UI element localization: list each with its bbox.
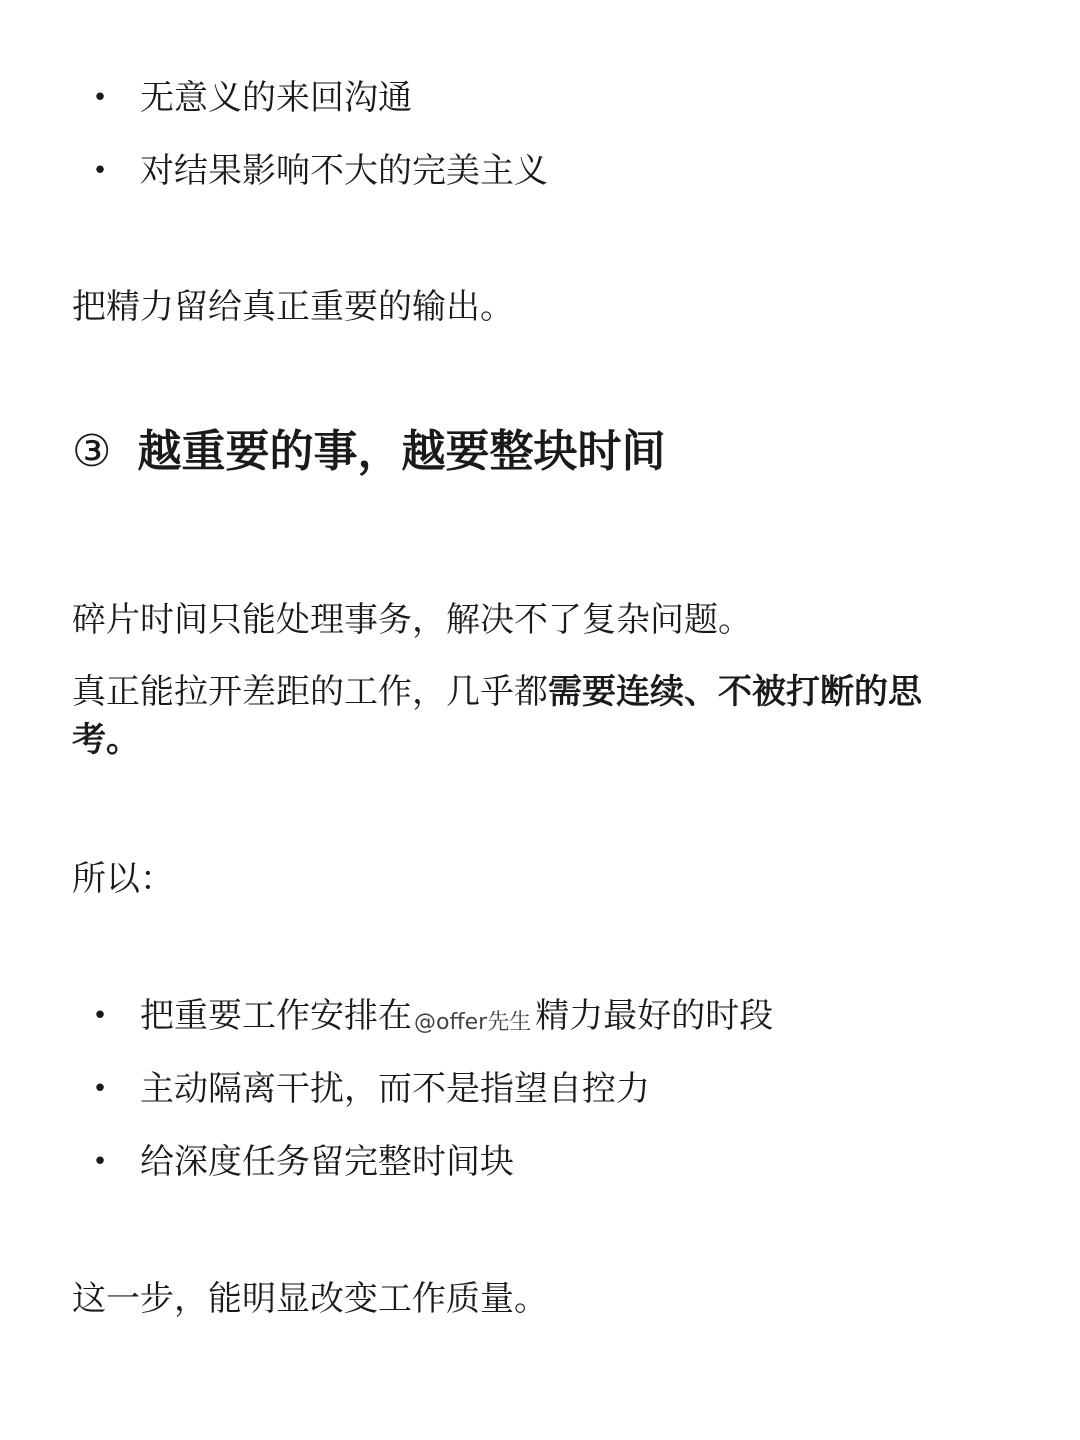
- bullet-icon: •: [92, 83, 108, 113]
- section-number: ③: [72, 426, 112, 477]
- list-item-text: 主动隔离干扰，而不是指望自控力: [140, 1069, 650, 1109]
- so-label: 所以：: [72, 859, 174, 899]
- list-item-text: 对结果影响不大的完美主义: [140, 151, 548, 191]
- section-title: 越重要的事，越要整块时间: [137, 426, 666, 477]
- list-item-text: [140, 994, 773, 1045]
- section-heading: [72, 424, 665, 480]
- paragraph-gap-emphasis-continued: 考。: [72, 720, 140, 760]
- paragraph-gap: [72, 670, 922, 714]
- list-item-text-before: 把重要工作安排在: [140, 996, 412, 1036]
- bullet-icon: •: [92, 1001, 108, 1031]
- bullet-icon: •: [92, 1074, 108, 1104]
- list-item-text-after: 精力最好的时段: [535, 996, 774, 1036]
- list-item-text: 无意义的来回沟通: [140, 78, 412, 118]
- paragraph-gap-emphasis: 需要连续、不被打断的思: [548, 672, 922, 712]
- closing-paragraph: 这一步，能明显改变工作质量。: [72, 1279, 548, 1319]
- paragraph-fragment: 碎片时间只能处理事务，解决不了复杂问题。: [72, 600, 752, 640]
- paragraph-focus: 把精力留给真正重要的输出。: [72, 287, 514, 327]
- bullet-icon: •: [92, 1147, 108, 1177]
- watermark: @offer先生: [414, 1010, 532, 1035]
- bullet-icon: •: [92, 156, 108, 186]
- list-item-text: 给深度任务留完整时间块: [140, 1142, 514, 1182]
- paragraph-gap-text: 真正能拉开差距的工作，几乎都: [72, 672, 548, 712]
